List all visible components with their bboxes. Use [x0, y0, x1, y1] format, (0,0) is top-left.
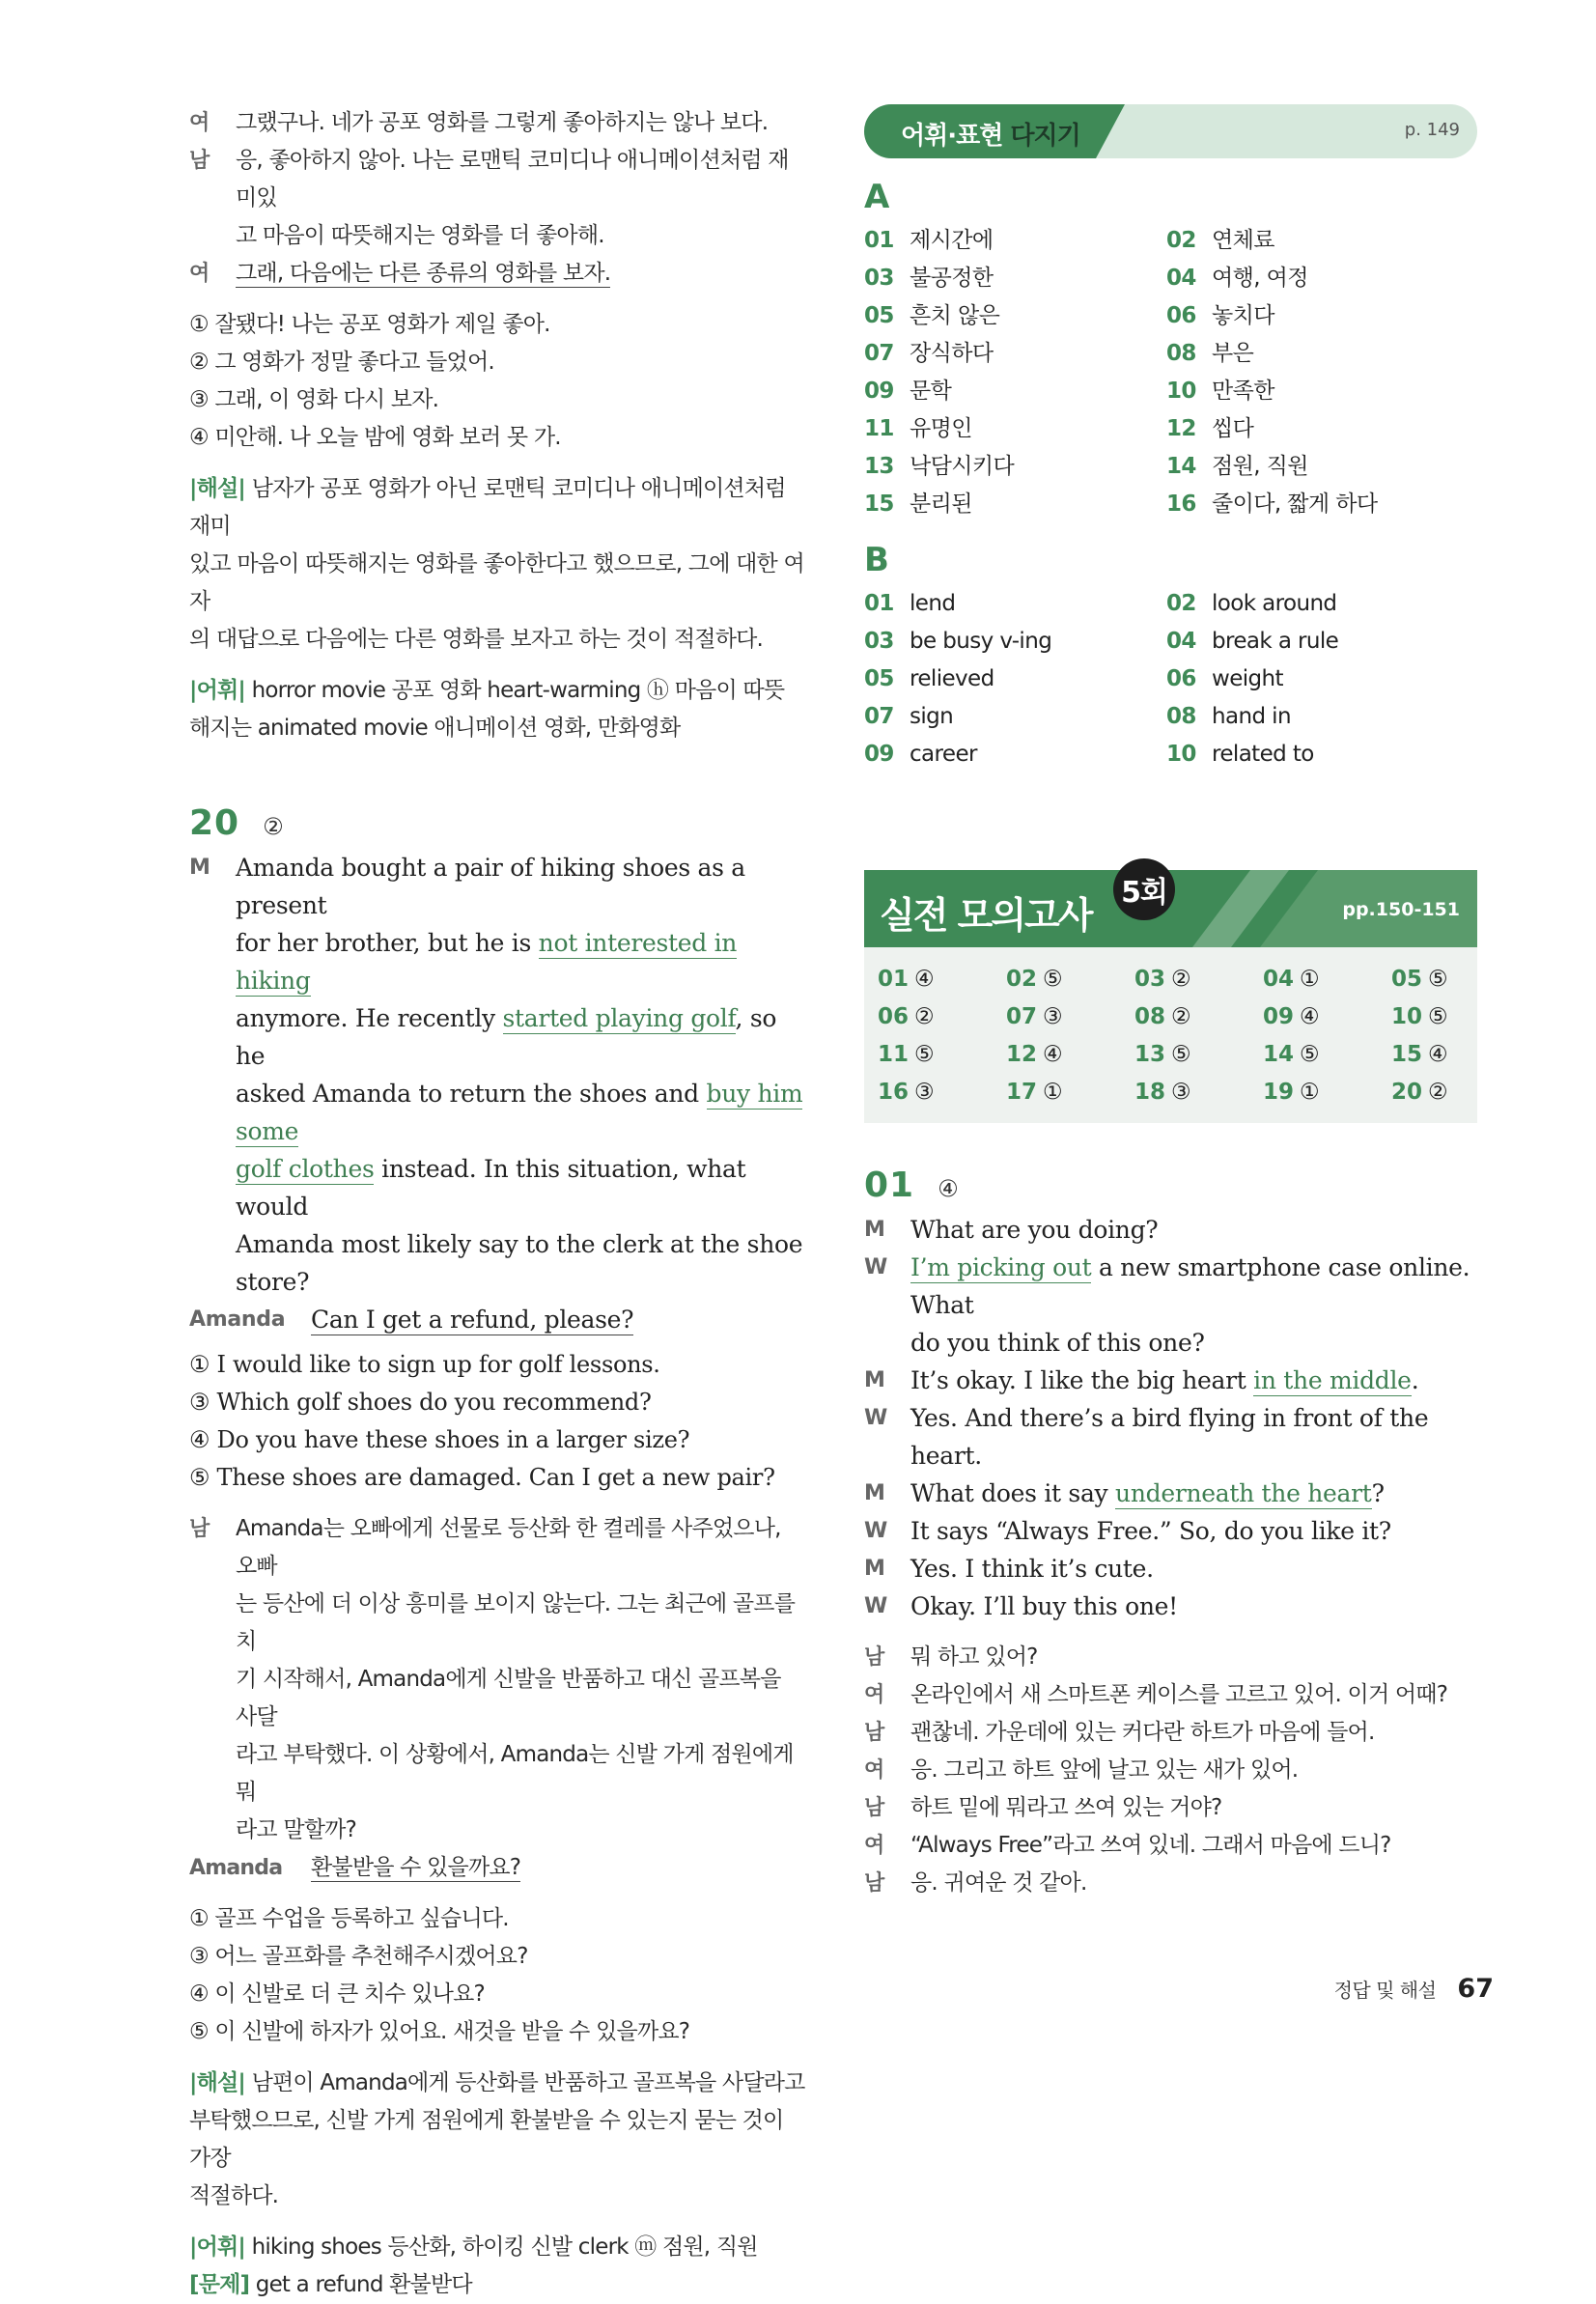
answer-number: 10 — [1391, 1004, 1423, 1029]
answer-number: 02 — [1006, 967, 1038, 992]
option: ④ 이 신발로 더 큰 치수 있나요? — [189, 1981, 485, 2007]
speaker: 남 — [864, 1796, 884, 1820]
vocab-line: horror movie 공포 영화 heart-warming ⓗ 마음이 따뜻 — [251, 678, 785, 703]
answer-number: 15 — [1391, 1042, 1423, 1067]
banner-title: 어휘·표현 다지기 — [901, 122, 1080, 151]
right-column — [864, 104, 1477, 1902]
dialog-text: I’m picking out a new smartphone case online. What — [910, 1253, 1470, 1319]
item-text: relieved — [910, 666, 994, 691]
answer-key-item — [878, 998, 1006, 1036]
answer-number: 16 — [878, 1080, 910, 1105]
translation-text: 응. 그리고 하트 앞에 날고 있는 새가 있어. — [910, 1757, 1299, 1783]
speaker: 남 — [864, 1721, 884, 1745]
answer-key-item — [1391, 1036, 1520, 1074]
item-number: 01 — [864, 591, 894, 616]
answer-choice: ③ — [1171, 1080, 1191, 1105]
q20-translation — [189, 1510, 805, 1887]
answer-choice: ② — [1171, 967, 1191, 992]
answer-key-item — [1006, 998, 1134, 1036]
explanation-1 — [189, 470, 805, 659]
dialog-line-cont: 고 마음이 따뜻해지는 영화를 더 좋아해. — [236, 223, 604, 248]
speaker: 남 — [864, 1645, 884, 1670]
item-text: career — [910, 742, 977, 767]
speaker: 여 — [864, 1683, 884, 1707]
item-number: 09 — [864, 742, 894, 767]
option: ① 잘됐다! 나는 공포 영화가 제일 좋아. — [189, 312, 550, 337]
speaker: 여 — [189, 262, 210, 286]
item-text: 분리된 — [910, 492, 972, 517]
item-number: 14 — [1166, 454, 1196, 479]
item-text: 낙담시키다 — [910, 454, 1015, 479]
item-text: 문학 — [910, 379, 952, 404]
translation-text: 응. 귀여운 것 같아. — [910, 1870, 1087, 1896]
vocab-item — [1166, 448, 1477, 486]
item-text: be busy v-ing — [910, 629, 1052, 654]
vocab-item — [1166, 410, 1477, 448]
item-number: 13 — [864, 454, 894, 479]
dialog-line — [864, 1399, 1477, 1475]
item-number: 03 — [864, 629, 894, 654]
answer-number: 17 — [1006, 1080, 1038, 1105]
answer-choice: ⑤ — [1043, 967, 1063, 992]
speaker: 여 — [864, 1758, 884, 1783]
q20-options-kr — [189, 1900, 805, 2051]
translation-text: 뭐 하고 있어? — [910, 1644, 1038, 1670]
problem-tag: [문제] — [189, 2272, 250, 2297]
answer-choice: ⑤ — [1171, 1042, 1191, 1067]
speaker: Amanda — [189, 1307, 286, 1332]
footer-label: 정답 및 해설 — [1333, 1979, 1437, 2002]
dialog-line: 응, 좋아하지 않아. 나는 로맨틱 코미디나 애니메이션처럼 재미있 — [236, 148, 789, 211]
dialog-text: What does it say underneath the heart? — [910, 1479, 1385, 1507]
vocab-line: hiking shoes 등산화, 하이킹 신발 clerk ⓜ 점원, 직원 — [251, 2234, 758, 2260]
vocab-item — [1166, 222, 1477, 260]
item-text: 장식하다 — [910, 341, 994, 366]
vocab-item — [864, 698, 1166, 736]
answer-number: 08 — [1134, 1004, 1166, 1029]
translation-text: 괜찮네. 가운데에 있는 커다란 하트가 마음에 들어. — [910, 1720, 1375, 1745]
question-number: 20 — [189, 803, 240, 843]
dialog-line — [864, 1475, 1477, 1512]
answer-choice: ③ — [914, 1080, 935, 1105]
answer-key-item — [1263, 1036, 1391, 1074]
answer-key-item — [1134, 1036, 1263, 1074]
item-text: 씹다 — [1212, 416, 1254, 441]
item-text: 불공정한 — [910, 266, 994, 291]
item-number: 05 — [864, 666, 894, 691]
dialog-line — [864, 1249, 1477, 1324]
section-a-label: A — [864, 178, 890, 216]
answer-key-item — [1006, 1036, 1134, 1074]
item-number: 08 — [1166, 341, 1196, 366]
answer-number: 05 — [1391, 967, 1423, 992]
answer-choice: ① — [1043, 1080, 1063, 1105]
answer-number: 01 — [878, 967, 910, 992]
item-number: 04 — [1166, 629, 1196, 654]
vocab-item — [864, 623, 1166, 660]
script-line: anymore. He recently started playing golf, so he — [236, 1004, 777, 1070]
item-number: 06 — [1166, 666, 1196, 691]
item-text: hand in — [1212, 704, 1291, 729]
answer-key-item — [1263, 998, 1391, 1036]
item-text: sign — [910, 704, 954, 729]
vocab-tag: |어휘| — [189, 2234, 246, 2260]
item-text: 줄이다, 짧게 하다 — [1212, 492, 1378, 517]
answer-number: 18 — [1134, 1080, 1166, 1105]
translation-line — [864, 1714, 1477, 1752]
answer-number: 09 — [1263, 1004, 1295, 1029]
option: ④ Do you have these shoes in a larger size? — [189, 1426, 690, 1453]
item-number: 09 — [864, 379, 894, 404]
option: ② 그 영화가 정말 좋다고 들었어. — [189, 350, 494, 375]
answer-number: 11 — [878, 1042, 910, 1067]
answer-choice: ④ — [914, 967, 935, 992]
item-text: weight — [1212, 666, 1283, 691]
key-phrase: started playing golf — [502, 1004, 736, 1032]
script-line: Amanda bought a pair of hiking shoes as a present — [236, 854, 745, 919]
speaker: W — [864, 1594, 887, 1618]
key-phrase: underneath the heart — [1115, 1479, 1372, 1507]
exam-pages: pp.150-151 — [1342, 899, 1460, 920]
dialog-line — [864, 1512, 1477, 1550]
dialog-text: It says “Always Free.” So, do you like it? — [910, 1517, 1391, 1545]
vocab-2 — [189, 2229, 805, 2304]
explanation-2 — [189, 2065, 805, 2215]
translation-text: 하트 밑에 뭐라고 쓰여 있는 거야? — [910, 1795, 1222, 1820]
banner-page: p. 149 — [1404, 120, 1460, 140]
speaker: W — [864, 1519, 887, 1543]
item-text: related to — [1212, 742, 1314, 767]
item-text: look around — [1212, 591, 1337, 616]
speaker: 남 — [189, 1517, 210, 1541]
explain-line: 있고 마음이 따뜻해지는 영화를 좋아한다고 했으므로, 그에 대한 여자 — [189, 551, 804, 614]
vocab-item — [1166, 660, 1477, 698]
dialog-text: Okay. I’ll buy this one! — [910, 1592, 1178, 1620]
key-phrase: not interested in hiking — [236, 929, 738, 995]
speaker: M — [864, 1218, 885, 1242]
page-number: 67 — [1457, 1974, 1494, 2004]
speaker: W — [864, 1406, 887, 1430]
speaker: 여 — [189, 111, 210, 135]
explain-line: 남편이 Amanda에게 등산화를 반품하고 골프복을 사달라고 — [251, 2070, 805, 2095]
q20-script — [189, 849, 805, 1338]
q20-options-en — [189, 1346, 805, 1497]
translation-line: Amanda는 오빠에게 선물로 등산화 한 켤레를 사주었으나, 오빠 — [236, 1516, 781, 1579]
answer-line: Can I get a refund, please? — [311, 1306, 634, 1334]
item-number: 10 — [1166, 379, 1196, 404]
vocab-item — [864, 335, 1166, 373]
answer-key — [864, 947, 1477, 1123]
item-text: 여행, 여정 — [1212, 266, 1308, 291]
answer-key-item — [1391, 961, 1520, 998]
q01-translation — [864, 1639, 1477, 1902]
answer-choice: ② — [914, 1004, 935, 1029]
dialog-text: It’s okay. I like the big heart in the middle. — [910, 1366, 1419, 1394]
answer-choice: ④ — [1300, 1004, 1320, 1029]
answer-key-item — [1006, 961, 1134, 998]
item-text: 연체료 — [1212, 228, 1274, 253]
option: ① 골프 수업을 등록하고 싶습니다. — [189, 1906, 509, 1931]
key-phrase: I’m picking out — [910, 1253, 1092, 1281]
item-text: break a rule — [1212, 629, 1339, 654]
option: ⑤ These shoes are damaged. Can I get a new pair? — [189, 1464, 775, 1491]
vocab-item — [864, 410, 1166, 448]
vocab-item — [1166, 335, 1477, 373]
dialog-text: Yes. I think it’s cute. — [910, 1555, 1154, 1583]
translation-text: “Always Free”라고 쓰여 있네. 그래서 마음에 드니? — [910, 1833, 1391, 1858]
translation-line: 기 시작해서, Amanda에게 신발을 반품하고 대신 골프복을 사달 — [236, 1667, 781, 1729]
vocab-item — [864, 736, 1166, 773]
item-number: 15 — [864, 492, 894, 517]
answer-choice: ④ — [1043, 1042, 1063, 1067]
answer-choice: ⑤ — [1428, 1004, 1448, 1029]
item-number: 07 — [864, 341, 894, 366]
vocab-item — [864, 448, 1166, 486]
vocab-tag: |어휘| — [189, 678, 246, 703]
item-number: 03 — [864, 266, 894, 291]
option: ④ 미안해. 나 오늘 밤에 영화 보러 못 가. — [189, 425, 561, 450]
speaker: M — [864, 1557, 885, 1581]
answer-key-item — [878, 961, 1006, 998]
item-text: 점원, 직원 — [1212, 454, 1308, 479]
vocab-item — [864, 660, 1166, 698]
vocab-item — [1166, 260, 1477, 297]
answer-number: 14 — [1263, 1042, 1295, 1067]
section-a-grid — [864, 222, 1477, 523]
item-text: 만족한 — [1212, 379, 1274, 404]
answer-line: 그래, 다음에는 다른 종류의 영화를 보자. — [236, 261, 611, 286]
answer-number: 19 — [1263, 1080, 1295, 1105]
section-b-label: B — [864, 541, 889, 579]
script-line: Amanda most likely say to the clerk at the shoe store? — [236, 1230, 803, 1296]
explain-tag: |해설| — [189, 476, 246, 501]
vocab-banner — [864, 104, 1477, 158]
answer-choice: ① — [1300, 967, 1320, 992]
question-answer: ② — [263, 813, 284, 840]
answer-number: 06 — [878, 1004, 910, 1029]
answer-key-item — [1391, 998, 1520, 1036]
dialog-line — [864, 1211, 1477, 1249]
translation-text: 온라인에서 새 스마트폰 케이스를 고르고 있어. 이거 어때? — [910, 1682, 1448, 1707]
answer-key-item — [1263, 961, 1391, 998]
answer-choice: ① — [1300, 1080, 1320, 1105]
vocab-item — [1166, 623, 1477, 660]
item-number: 10 — [1166, 742, 1196, 767]
answer-line: 환불받을 수 있을까요? — [311, 1855, 521, 1880]
item-number: 01 — [864, 228, 894, 253]
speaker: W — [864, 1255, 887, 1279]
question-number: 01 — [864, 1166, 915, 1205]
explain-line: 의 대답으로 다음에는 다른 영화를 보자고 하는 것이 적절하다. — [189, 627, 764, 652]
item-number: 11 — [864, 416, 894, 441]
left-column — [189, 104, 805, 2304]
speaker: Amanda — [189, 1856, 283, 1880]
answer-number: 12 — [1006, 1042, 1038, 1067]
exam-title: 실전 모의고사 — [880, 894, 1092, 937]
item-text: 제시간에 — [910, 228, 994, 253]
item-number: 06 — [1166, 303, 1196, 328]
vocab-line: get a refund 환불받다 — [255, 2272, 472, 2297]
vocab-item — [864, 585, 1166, 623]
dialog-text: Yes. And there’s a bird flying in front of the heart. — [910, 1404, 1429, 1470]
option: ③ Which golf shoes do you recommend? — [189, 1389, 652, 1416]
dialog-line — [864, 1550, 1477, 1588]
exam-banner — [864, 870, 1477, 947]
translation-line — [864, 1639, 1477, 1676]
answer-key-item — [1134, 961, 1263, 998]
explain-line: 부탁했으므로, 신발 가게 점원에게 환불받을 수 있는지 묻는 것이 가장 — [189, 2108, 784, 2171]
dialog-line — [864, 1362, 1477, 1399]
item-number: 12 — [1166, 416, 1196, 441]
vocab-item — [1166, 698, 1477, 736]
key-phrase: in the middle — [1253, 1366, 1412, 1394]
speaker: M — [864, 1368, 885, 1392]
section-b-grid — [864, 585, 1477, 773]
option: ③ 그래, 이 영화 다시 보자. — [189, 387, 439, 412]
answer-choice: ⑤ — [914, 1042, 935, 1067]
vocab-item — [864, 373, 1166, 410]
speaker: M — [864, 1481, 885, 1505]
answer-key-item — [878, 1036, 1006, 1074]
option: ⑤ 이 신발에 하자가 있어요. 새것을 받을 수 있을까요? — [189, 2019, 690, 2044]
answer-key-item — [1134, 1074, 1263, 1111]
explain-tag: |해설| — [189, 2070, 246, 2095]
vocab-item — [1166, 585, 1477, 623]
key-phrase: buy him some — [236, 1080, 803, 1145]
question-01-header — [864, 1166, 1477, 1205]
question-answer: ④ — [938, 1175, 959, 1202]
translation-line — [864, 1676, 1477, 1714]
script-line: golf clothes instead. In this situation, what would — [236, 1155, 746, 1221]
answer-key-item — [1391, 1074, 1520, 1111]
vocab-item — [1166, 373, 1477, 410]
script-line: asked Amanda to return the shoes and buy him some — [236, 1080, 803, 1145]
dialog-line — [864, 1588, 1477, 1625]
item-number: 08 — [1166, 704, 1196, 729]
script-line: for her brother, but he is not interested in hiking — [236, 929, 738, 995]
dialog-line-cont: do you think of this one? — [910, 1329, 1205, 1357]
item-text: 부은 — [1212, 341, 1254, 366]
item-number: 05 — [864, 303, 894, 328]
vocab-item — [864, 297, 1166, 335]
translation-line: 는 등산에 더 이상 흥미를 보이지 않는다. 그는 최근에 골프를 치 — [236, 1591, 796, 1654]
answer-choice: ② — [1428, 1080, 1448, 1105]
explain-line: 남자가 공포 영화가 아닌 로맨틱 코미디나 애니메이션처럼 재미 — [189, 476, 786, 539]
vocab-item — [1166, 297, 1477, 335]
vocab-item — [1166, 486, 1477, 523]
answer-key-item — [878, 1074, 1006, 1111]
option: ① I would like to sign up for golf lessons. — [189, 1351, 660, 1378]
answer-number: 13 — [1134, 1042, 1166, 1067]
translation-line: 라고 부탁했다. 이 상황에서, Amanda는 신발 가게 점원에게 뭐 — [236, 1742, 794, 1805]
item-text: 흔치 않은 — [910, 303, 1000, 328]
item-number: 02 — [1166, 228, 1196, 253]
dialog-text: What are you doing? — [910, 1216, 1159, 1244]
vocab-line: 해지는 animated movie 애니메이션 영화, 만화영화 — [189, 716, 681, 741]
answer-key-item — [1134, 998, 1263, 1036]
answer-key-item — [1263, 1074, 1391, 1111]
item-text: 놓치다 — [1212, 303, 1274, 328]
answer-choice: ④ — [1428, 1042, 1448, 1067]
dialog-top — [189, 104, 805, 293]
translation-line — [864, 1789, 1477, 1827]
speaker: 여 — [864, 1834, 884, 1858]
answer-choice: ③ — [1043, 1004, 1063, 1029]
answer-number: 07 — [1006, 1004, 1038, 1029]
exam-badge: 5회 — [1113, 858, 1175, 920]
translation-line — [864, 1752, 1477, 1789]
answer-number: 04 — [1263, 967, 1295, 992]
item-text: 유명인 — [910, 416, 972, 441]
answer-number: 20 — [1391, 1080, 1423, 1105]
vocab-item — [864, 222, 1166, 260]
vocab-item — [864, 260, 1166, 297]
item-number: 16 — [1166, 492, 1196, 517]
translation-line — [864, 1865, 1477, 1902]
key-phrase: golf clothes — [236, 1155, 375, 1183]
item-number: 07 — [864, 704, 894, 729]
question-20-header — [189, 803, 805, 843]
speaker: 남 — [864, 1871, 884, 1896]
answer-choice: ② — [1171, 1004, 1191, 1029]
speaker: 남 — [189, 149, 210, 173]
explain-line: 적절하다. — [189, 2183, 279, 2208]
translation-line — [864, 1827, 1477, 1865]
item-number: 04 — [1166, 266, 1196, 291]
vocab-item — [864, 486, 1166, 523]
item-number: 02 — [1166, 591, 1196, 616]
answer-choice: ⑤ — [1300, 1042, 1320, 1067]
option: ③ 어느 골프화를 추천해주시겠어요? — [189, 1944, 528, 1969]
answer-number: 03 — [1134, 967, 1166, 992]
item-text: lend — [910, 591, 956, 616]
dialog-line: 그랬구나. 네가 공포 영화를 그렇게 좋아하지는 않나 보다. — [236, 110, 769, 135]
options-top — [189, 306, 805, 457]
page-footer — [1334, 1974, 1494, 2004]
answer-key-item — [1006, 1074, 1134, 1111]
vocab-1 — [189, 672, 805, 747]
speaker: M — [189, 856, 210, 880]
q01-script — [864, 1211, 1477, 1625]
translation-line: 라고 말할까? — [236, 1817, 357, 1842]
vocab-item — [1166, 736, 1477, 773]
answer-choice: ⑤ — [1428, 967, 1448, 992]
q20-script-text — [236, 849, 805, 1301]
